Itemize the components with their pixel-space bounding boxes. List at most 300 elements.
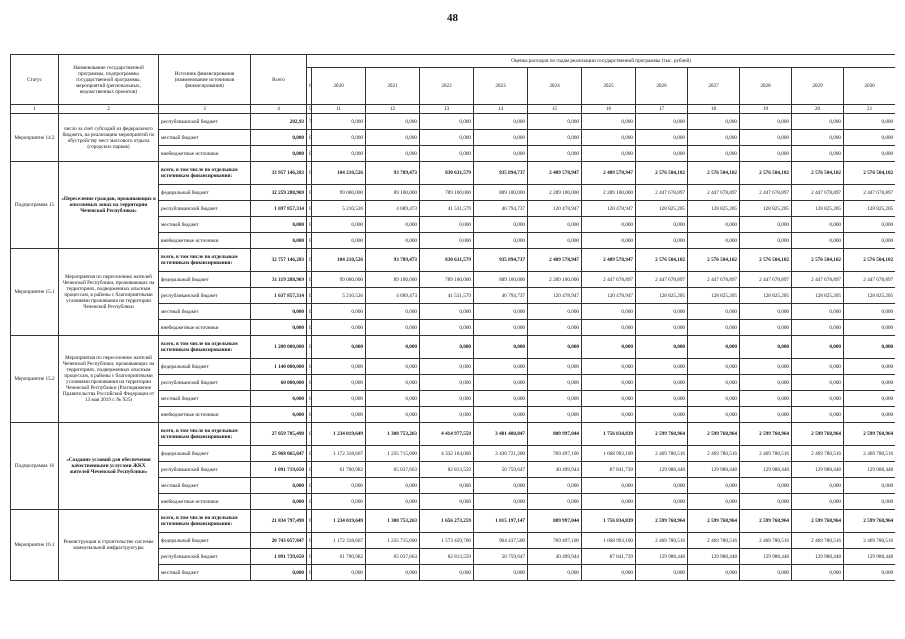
row-year-value: 1 756 834,839 bbox=[582, 510, 636, 533]
row-year-value: 2 447 678,897 bbox=[792, 185, 844, 201]
row-total: 1 697 857,314 bbox=[251, 201, 307, 217]
row-year-value: 0,000 bbox=[688, 217, 740, 233]
row-year-value: 0,000 bbox=[528, 336, 582, 359]
row-year-value: 0,000 bbox=[528, 494, 582, 510]
row-year-value: 40 499,944 bbox=[528, 462, 582, 478]
row-year-value: 2 469 780,516 bbox=[636, 533, 688, 549]
row-year-value: 128 825,205 bbox=[844, 201, 896, 217]
row-year-value: 0,000 bbox=[312, 146, 366, 162]
row-year-value: 0,000 bbox=[740, 304, 792, 320]
row-year-value: 0,000 bbox=[474, 407, 528, 423]
row-program-name: Мероприятия по переселению жителей Чеченской Республики, проживающих на территориях, подверженных опасным процессам, в районы с благоприятными условиями проживания на территории Чеченской Республики (Распоряжение Правительства Российской Федерации от 13 мая 2019 г. № 925) bbox=[59, 336, 159, 423]
row-flag: 0 bbox=[307, 391, 312, 407]
row-year-value: 0,000 bbox=[366, 359, 420, 375]
row-total: 0,000 bbox=[251, 391, 307, 407]
row-funding-source: всего, в том числе по отдельным источникам финансирования: bbox=[159, 336, 251, 359]
header-total: Всего bbox=[251, 55, 307, 105]
row-year-value: 0,000 bbox=[740, 391, 792, 407]
row-year-value: 61 700,982 bbox=[312, 462, 366, 478]
row-year-value: 2 599 768,964 bbox=[688, 423, 740, 446]
row-total: 0,000 bbox=[251, 320, 307, 336]
row-year-value: 128 825,205 bbox=[792, 288, 844, 304]
row-year-value: 1 756 834,839 bbox=[582, 423, 636, 446]
row-year-value: 0,000 bbox=[636, 375, 688, 391]
row-year-value: 2 289 100,000 bbox=[582, 185, 636, 201]
row-year-value: 2 447 678,897 bbox=[688, 185, 740, 201]
column-number: 3 bbox=[159, 105, 251, 114]
row-year-value: 0,000 bbox=[582, 233, 636, 249]
row-year-value: 0,000 bbox=[528, 114, 582, 130]
row-year-value: 0,000 bbox=[474, 478, 528, 494]
row-total: 60 000,000 bbox=[251, 375, 307, 391]
column-number: 19 bbox=[740, 105, 792, 114]
row-year-value: 2 447 678,897 bbox=[844, 185, 896, 201]
column-number: 5 bbox=[307, 105, 312, 114]
row-year-value: 0,000 bbox=[366, 336, 420, 359]
header-year: 2026 bbox=[636, 68, 688, 105]
table-row bbox=[11, 336, 896, 359]
row-year-value: 0,000 bbox=[792, 320, 844, 336]
row-year-value: 5 210,526 bbox=[312, 201, 366, 217]
row-year-value: 2 599 768,964 bbox=[844, 423, 896, 446]
row-year-value: 0,000 bbox=[312, 565, 366, 581]
row-year-value: 0,000 bbox=[844, 391, 896, 407]
row-year-value: 4 689,473 bbox=[366, 288, 420, 304]
row-funding-source: федеральный бюджет bbox=[159, 359, 251, 375]
row-year-value: 0,000 bbox=[844, 359, 896, 375]
row-funding-source: республиканский бюджет bbox=[159, 288, 251, 304]
row-year-value: 0,000 bbox=[582, 114, 636, 130]
row-year-value: 2 469 780,516 bbox=[792, 533, 844, 549]
row-year-value: 2 576 504,102 bbox=[688, 249, 740, 272]
row-year-value: 46 794,737 bbox=[474, 288, 528, 304]
row-year-value: 0,000 bbox=[420, 114, 474, 130]
row-year-value: 0,000 bbox=[792, 146, 844, 162]
row-year-value: 0,000 bbox=[636, 320, 688, 336]
row-year-value: 93 789,473 bbox=[366, 249, 420, 272]
row-program-name: «Переселение граждан, проживающих в оползневых зонах на территории Чеченской Республики» bbox=[59, 162, 159, 249]
row-year-value: 0,000 bbox=[474, 304, 528, 320]
row-year-value: 2 447 678,897 bbox=[636, 272, 688, 288]
row-year-value: 789 100,000 bbox=[420, 185, 474, 201]
row-year-value: 0,000 bbox=[792, 494, 844, 510]
header-expenses-caption: Оценка расходов по годам реализации государственной программы (тыс. рублей) bbox=[307, 55, 896, 68]
row-year-value: 0,000 bbox=[844, 336, 896, 359]
row-year-value: 0,000 bbox=[366, 130, 420, 146]
column-number: 17 bbox=[636, 105, 688, 114]
row-funding-source: внебюджетные источники bbox=[159, 494, 251, 510]
row-year-value: 0,000 bbox=[582, 336, 636, 359]
row-year-value: 0,000 bbox=[312, 391, 366, 407]
row-year-value: 93 789,473 bbox=[366, 162, 420, 185]
row-year-value: 2 469 780,516 bbox=[688, 533, 740, 549]
row-year-value: 1 172 318,667 bbox=[312, 533, 366, 549]
row-year-value: 0,000 bbox=[528, 478, 582, 494]
row-year-value: 1 235 715,600 bbox=[366, 533, 420, 549]
row-year-value: 120 478,947 bbox=[582, 288, 636, 304]
row-status: Подпрограмма 16 bbox=[11, 423, 59, 510]
row-funding-source: местный бюджет bbox=[159, 130, 251, 146]
row-year-value: 0,000 bbox=[740, 407, 792, 423]
row-year-value: 0,000 bbox=[312, 494, 366, 510]
row-year-value: 87 841,739 bbox=[582, 462, 636, 478]
row-year-value: 128 825,205 bbox=[636, 288, 688, 304]
page-number: 48 bbox=[447, 12, 458, 24]
row-year-value: 2 409 578,947 bbox=[528, 162, 582, 185]
row-total: 1 091 719,650 bbox=[251, 462, 307, 478]
row-year-value: 129 988,448 bbox=[636, 549, 688, 565]
row-flag: 0 bbox=[307, 533, 312, 549]
row-year-value: 0,000 bbox=[636, 565, 688, 581]
row-year-value: 0,000 bbox=[688, 494, 740, 510]
row-year-value: 0,000 bbox=[474, 130, 528, 146]
row-year-value: 0,000 bbox=[366, 217, 420, 233]
row-year-value: 0,000 bbox=[582, 217, 636, 233]
row-year-value: 89 100,000 bbox=[366, 272, 420, 288]
row-year-value: 87 841,739 bbox=[582, 549, 636, 565]
row-year-value: 0,000 bbox=[740, 114, 792, 130]
row-year-value: 3 430 721,200 bbox=[474, 446, 528, 462]
row-year-value: 0,000 bbox=[528, 565, 582, 581]
row-year-value: 0,000 bbox=[366, 375, 420, 391]
row-year-value: 1 300 753,263 bbox=[366, 423, 420, 446]
row-year-value: 2 576 504,102 bbox=[792, 249, 844, 272]
row-year-value: 0,000 bbox=[582, 130, 636, 146]
row-year-value: 935 894,737 bbox=[474, 249, 528, 272]
row-year-value: 1 668 993,100 bbox=[582, 446, 636, 462]
row-funding-source: местный бюджет bbox=[159, 565, 251, 581]
column-number: 16 bbox=[582, 105, 636, 114]
row-year-value: 128 825,205 bbox=[688, 288, 740, 304]
row-funding-source: местный бюджет bbox=[159, 304, 251, 320]
row-year-value: 2 469 780,516 bbox=[636, 446, 688, 462]
row-year-value: 769 497,100 bbox=[528, 533, 582, 549]
row-year-value: 120 478,947 bbox=[528, 288, 582, 304]
row-year-value: 50 759,647 bbox=[474, 549, 528, 565]
row-year-value: 82 813,559 bbox=[420, 462, 474, 478]
row-year-value: 0,000 bbox=[312, 130, 366, 146]
row-program-name: Мероприятия по переселению жителей Чеченской Республики, проживающих на территориях, подверженных опасным процессам, в районы с благоприятными условиями проживания на территории Чеченской Республики bbox=[59, 249, 159, 336]
row-flag: 0 bbox=[307, 565, 312, 581]
header-year: 2022 bbox=[420, 68, 474, 105]
row-funding-source: республиканский бюджет bbox=[159, 375, 251, 391]
row-year-value: 0,000 bbox=[366, 391, 420, 407]
row-total: 202,93 bbox=[251, 114, 307, 130]
row-year-value: 0,000 bbox=[582, 146, 636, 162]
row-flag: 0 bbox=[307, 407, 312, 423]
row-flag: 0 bbox=[307, 375, 312, 391]
row-year-value: 0,000 bbox=[792, 233, 844, 249]
row-funding-source: федеральный бюджет bbox=[159, 533, 251, 549]
row-year-value: 0,000 bbox=[688, 478, 740, 494]
row-year-value: 0,000 bbox=[688, 391, 740, 407]
row-status: Мероприятие 16.1 bbox=[11, 510, 59, 581]
header-year: 2023 bbox=[474, 68, 528, 105]
row-year-value: 2 447 678,897 bbox=[740, 272, 792, 288]
row-year-value: 889 100,000 bbox=[474, 272, 528, 288]
row-flag: 0 bbox=[307, 233, 312, 249]
row-year-value: 120 478,947 bbox=[528, 201, 582, 217]
row-year-value: 0,000 bbox=[528, 130, 582, 146]
row-year-value: 0,000 bbox=[528, 359, 582, 375]
row-funding-source: федеральный бюджет bbox=[159, 446, 251, 462]
row-year-value: 0,000 bbox=[420, 359, 474, 375]
row-funding-source: местный бюджет bbox=[159, 478, 251, 494]
row-year-value: 0,000 bbox=[740, 320, 792, 336]
row-year-value: 1 573 459,700 bbox=[420, 533, 474, 549]
row-year-value: 0,000 bbox=[740, 130, 792, 146]
row-year-value: 0,000 bbox=[844, 320, 896, 336]
row-year-value: 2 289 100,000 bbox=[528, 185, 582, 201]
row-funding-source: республиканский бюджет bbox=[159, 201, 251, 217]
row-year-value: 1 300 753,263 bbox=[366, 510, 420, 533]
row-year-value: 0,000 bbox=[528, 407, 582, 423]
row-year-value: 0,000 bbox=[844, 233, 896, 249]
row-status: Мероприятие 15.2 bbox=[11, 336, 59, 423]
row-year-value: 0,000 bbox=[528, 391, 582, 407]
row-flag: 0 bbox=[307, 272, 312, 288]
row-year-value: 2 469 780,516 bbox=[844, 533, 896, 549]
row-year-value: 0,000 bbox=[582, 375, 636, 391]
row-funding-source: местный бюджет bbox=[159, 217, 251, 233]
row-flag: 0 bbox=[307, 549, 312, 565]
row-year-value: 0,000 bbox=[636, 114, 688, 130]
row-year-value: 0,000 bbox=[474, 114, 528, 130]
header-year: 2024 bbox=[528, 68, 582, 105]
row-funding-source: местный бюджет bbox=[159, 391, 251, 407]
row-year-value: 0,000 bbox=[740, 233, 792, 249]
row-year-value: 2 289 100,000 bbox=[528, 272, 582, 288]
row-funding-source: всего, в том числе по отдельным источникам финансирования: bbox=[159, 249, 251, 272]
row-year-value: 0,000 bbox=[740, 494, 792, 510]
row-total: 0,000 bbox=[251, 565, 307, 581]
row-flag: 0 bbox=[307, 217, 312, 233]
row-year-value: 0,000 bbox=[636, 478, 688, 494]
row-year-value: 129 988,448 bbox=[844, 462, 896, 478]
row-year-value: 0,000 bbox=[844, 407, 896, 423]
row-year-value: 0,000 bbox=[420, 233, 474, 249]
header-status: Статус bbox=[11, 55, 59, 105]
row-year-value: 0,000 bbox=[420, 391, 474, 407]
row-year-value: 0,000 bbox=[792, 407, 844, 423]
row-year-value: 0,000 bbox=[366, 320, 420, 336]
row-year-value: 2 447 678,897 bbox=[792, 272, 844, 288]
row-year-value: 0,000 bbox=[474, 359, 528, 375]
row-funding-source: федеральный бюджет bbox=[159, 185, 251, 201]
row-year-value: 0,000 bbox=[844, 565, 896, 581]
table-row bbox=[11, 510, 896, 533]
row-year-value: 65 037,663 bbox=[366, 462, 420, 478]
row-year-value: 0,000 bbox=[474, 565, 528, 581]
row-total: 0,000 bbox=[251, 478, 307, 494]
row-year-value: 50 759,647 bbox=[474, 462, 528, 478]
row-year-value: 2 447 678,897 bbox=[844, 272, 896, 288]
row-year-value: 129 988,448 bbox=[636, 462, 688, 478]
row-year-value: 46 794,737 bbox=[474, 201, 528, 217]
row-flag: 0 bbox=[307, 359, 312, 375]
column-number: 2 bbox=[59, 105, 159, 114]
row-year-value: 128 825,205 bbox=[688, 201, 740, 217]
row-year-value: 0,000 bbox=[420, 320, 474, 336]
row-year-value: 1 172 318,667 bbox=[312, 446, 366, 462]
row-flag: 0 bbox=[307, 423, 312, 446]
row-year-value: 2 469 780,516 bbox=[740, 446, 792, 462]
row-year-value: 0,000 bbox=[474, 146, 528, 162]
row-year-value: 41 531,579 bbox=[420, 201, 474, 217]
row-year-value: 2 576 504,102 bbox=[636, 162, 688, 185]
row-year-value: 0,000 bbox=[636, 391, 688, 407]
row-status: Подпрограмма 15 bbox=[11, 162, 59, 249]
row-year-value: 104 210,526 bbox=[312, 162, 366, 185]
row-year-value: 2 576 504,102 bbox=[844, 249, 896, 272]
row-year-value: 2 409 578,947 bbox=[582, 162, 636, 185]
row-year-value: 0,000 bbox=[582, 565, 636, 581]
row-year-value: 89 100,000 bbox=[366, 185, 420, 201]
row-year-value: 2 469 780,516 bbox=[792, 446, 844, 462]
row-year-value: 2 576 504,102 bbox=[740, 249, 792, 272]
row-year-value: 0,000 bbox=[474, 494, 528, 510]
row-year-value: 129 988,448 bbox=[688, 549, 740, 565]
row-flag: 0 bbox=[307, 185, 312, 201]
row-flag: 0 bbox=[307, 288, 312, 304]
row-year-value: 0,000 bbox=[740, 565, 792, 581]
row-flag: 0 bbox=[307, 510, 312, 533]
row-flag: 0 bbox=[307, 304, 312, 320]
row-year-value: 0,000 bbox=[688, 336, 740, 359]
row-year-value: 0,000 bbox=[366, 233, 420, 249]
row-year-value: 0,000 bbox=[312, 407, 366, 423]
row-year-value: 2 469 780,516 bbox=[688, 446, 740, 462]
row-flag: 7 bbox=[307, 114, 312, 130]
table-row bbox=[11, 249, 896, 272]
row-year-value: 0,000 bbox=[636, 407, 688, 423]
row-year-value: 0,000 bbox=[792, 304, 844, 320]
row-year-value: 0,000 bbox=[312, 359, 366, 375]
row-program-name: Реконструкция и строительство системы коммунальной инфраструктуры bbox=[59, 510, 159, 581]
row-year-value: 0,000 bbox=[366, 478, 420, 494]
row-year-value: 0,000 bbox=[474, 391, 528, 407]
row-funding-source: внебюджетные источники bbox=[159, 233, 251, 249]
row-total: 0,000 bbox=[251, 304, 307, 320]
row-funding-source: республиканский бюджет bbox=[159, 549, 251, 565]
row-year-value: 0,000 bbox=[312, 320, 366, 336]
row-year-value: 769 497,100 bbox=[528, 446, 582, 462]
row-total: 27 059 785,498 bbox=[251, 423, 307, 446]
row-year-value: 0,000 bbox=[420, 146, 474, 162]
row-flag: 0 bbox=[307, 462, 312, 478]
header-year: 2030 bbox=[844, 68, 896, 105]
row-year-value: 2 599 768,964 bbox=[740, 423, 792, 446]
row-year-value: 0,000 bbox=[528, 304, 582, 320]
row-year-value: 2 576 504,102 bbox=[688, 162, 740, 185]
row-year-value: 2 576 504,102 bbox=[844, 162, 896, 185]
row-year-value: 0,000 bbox=[792, 359, 844, 375]
row-year-value: 2 599 768,964 bbox=[636, 423, 688, 446]
row-year-value: 0,000 bbox=[474, 320, 528, 336]
row-year-value: 128 825,205 bbox=[844, 288, 896, 304]
row-year-value: 0,000 bbox=[420, 565, 474, 581]
row-year-value: 0,000 bbox=[312, 375, 366, 391]
table-row bbox=[11, 114, 896, 130]
row-program-name: «Создание условий для обеспечения качественными услугами ЖКХ жителей Чеченской Республики» bbox=[59, 423, 159, 510]
row-year-value: 0,000 bbox=[366, 304, 420, 320]
row-year-value: 0,000 bbox=[740, 217, 792, 233]
row-year-value: 0,000 bbox=[474, 336, 528, 359]
row-year-value: 2 447 678,897 bbox=[636, 185, 688, 201]
row-year-value: 3 481 480,847 bbox=[474, 423, 528, 446]
row-year-value: 889 100,000 bbox=[474, 185, 528, 201]
row-total: 1 200 000,000 bbox=[251, 336, 307, 359]
row-year-value: 2 576 504,102 bbox=[740, 162, 792, 185]
row-year-value: 0,000 bbox=[792, 375, 844, 391]
row-funding-source: республиканский бюджет bbox=[159, 114, 251, 130]
row-funding-source: внебюджетные источники bbox=[159, 320, 251, 336]
row-year-value: 0,000 bbox=[740, 336, 792, 359]
row-year-value: 128 825,205 bbox=[792, 201, 844, 217]
row-year-value: 40 499,944 bbox=[528, 549, 582, 565]
row-year-value: 0,000 bbox=[792, 565, 844, 581]
row-year-value: 0,000 bbox=[740, 375, 792, 391]
row-year-value: 0,000 bbox=[792, 217, 844, 233]
row-year-value: 0,000 bbox=[420, 336, 474, 359]
row-year-value: 0,000 bbox=[792, 114, 844, 130]
row-total: 1 091 739,650 bbox=[251, 549, 307, 565]
row-year-value: 82 813,559 bbox=[420, 549, 474, 565]
row-year-value: 99 000,000 bbox=[312, 185, 366, 201]
row-year-value: 0,000 bbox=[636, 336, 688, 359]
header-year: 2025 bbox=[582, 68, 636, 105]
row-year-value: 830 631,579 bbox=[420, 249, 474, 272]
row-year-value: 0,000 bbox=[528, 320, 582, 336]
row-year-value: 0,000 bbox=[792, 391, 844, 407]
row-year-value: 1 234 019,649 bbox=[312, 423, 366, 446]
row-year-value: 0,000 bbox=[844, 375, 896, 391]
row-year-value: 0,000 bbox=[740, 146, 792, 162]
row-total: 0,000 bbox=[251, 407, 307, 423]
row-year-value: 104 210,526 bbox=[312, 249, 366, 272]
column-number: 13 bbox=[420, 105, 474, 114]
row-year-value: 1 656 273,259 bbox=[420, 510, 474, 533]
row-year-value: 0,000 bbox=[582, 494, 636, 510]
row-year-value: 0,000 bbox=[740, 359, 792, 375]
row-year-value: 0,000 bbox=[528, 146, 582, 162]
row-year-value: 129 988,448 bbox=[792, 462, 844, 478]
row-total: 0,000 bbox=[251, 494, 307, 510]
row-year-value: 0,000 bbox=[582, 304, 636, 320]
row-program-name: число за счет субсидий из федерального бюджета, на реализацию мероприятий по обустройству мест массового отдыха (городских парков) bbox=[59, 114, 159, 162]
row-total: 25 968 065,847 bbox=[251, 446, 307, 462]
row-year-value: 0,000 bbox=[312, 336, 366, 359]
row-year-value: 0,000 bbox=[688, 320, 740, 336]
column-number: 15 bbox=[528, 105, 582, 114]
row-year-value: 120 478,947 bbox=[582, 201, 636, 217]
row-year-value: 0,000 bbox=[688, 304, 740, 320]
row-year-value: 5 210,526 bbox=[312, 288, 366, 304]
column-number: 18 bbox=[688, 105, 740, 114]
row-total: 31 119 288,969 bbox=[251, 272, 307, 288]
row-year-value: 129 988,448 bbox=[688, 462, 740, 478]
row-year-value: 0,000 bbox=[474, 375, 528, 391]
row-year-value: 935 894,737 bbox=[474, 162, 528, 185]
row-year-value: 0,000 bbox=[636, 359, 688, 375]
header-year: 2028 bbox=[740, 68, 792, 105]
row-flag: 0 bbox=[307, 446, 312, 462]
header-source: Источник финансирования (наименование источников финансирования) bbox=[159, 55, 251, 105]
row-year-value: 809 997,044 bbox=[528, 423, 582, 446]
header-year: 2020 bbox=[312, 68, 366, 105]
row-flag: 0 bbox=[307, 249, 312, 272]
row-flag: 0 bbox=[307, 320, 312, 336]
